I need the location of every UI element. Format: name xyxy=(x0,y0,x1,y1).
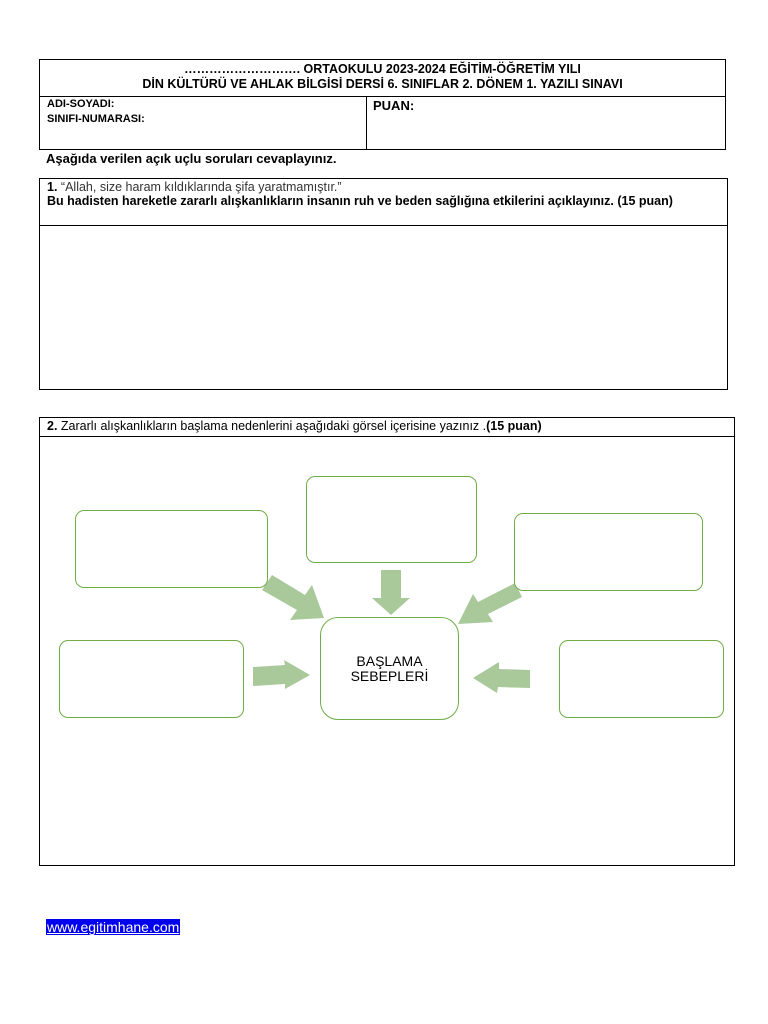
question2-text: Zararlı alışkanlıkların başlama nedenlerini aşağıdaki görsel içerisine yazınız . xyxy=(57,419,487,433)
name-label: ADI-SOYADI: xyxy=(47,98,115,110)
question1-number: 1. xyxy=(47,180,58,194)
website-link[interactable]: www.egitimhane.com xyxy=(47,919,180,935)
arrow-right xyxy=(473,662,530,693)
exam-title-line1: ………………………. ORTAOKULU 2023-2024 EĞİTİM-ÖĞRETİM YILI xyxy=(184,62,581,76)
exam-title-line2: DİN KÜLTÜRÜ VE AHLAK BİLGİSİ DERSİ 6. SINIFLAR 2. DÖNEM 1. YAZILI SINAVI xyxy=(142,77,623,91)
reason-box-right[interactable] xyxy=(559,640,724,718)
score-label: PUAN: xyxy=(373,98,415,113)
diagram-center-node xyxy=(320,617,459,720)
arrow-top-right xyxy=(458,583,522,624)
instruction-text: Aşağıda verilen açık uçlu soruları cevaplayınız. xyxy=(46,151,337,166)
diagram-center-label: BAŞLAMA SEBEPLERİ xyxy=(350,652,429,684)
question1-text: Bu hadisten hareketle zararlı alışkanlıkların insanın ruh ve beden sağlığına etkilerini açıklayınız. (15 puan) xyxy=(47,194,673,208)
question2-number: 2. xyxy=(47,419,58,433)
reason-box-top[interactable] xyxy=(306,476,477,563)
reason-box-left[interactable] xyxy=(59,640,244,718)
arrow-top-left xyxy=(262,575,324,620)
class-number-label: SINIFI-NUMARASI: xyxy=(47,113,145,125)
reason-box-top-right[interactable] xyxy=(514,513,703,591)
reason-box-top-left[interactable] xyxy=(75,510,268,588)
question1-quote: “Allah, size haram kıldıklarında şifa yaratmamıştır.” xyxy=(57,180,342,194)
arrow-top xyxy=(372,570,410,615)
arrow-left xyxy=(253,660,310,689)
question2-points: (15 puan) xyxy=(486,419,542,433)
